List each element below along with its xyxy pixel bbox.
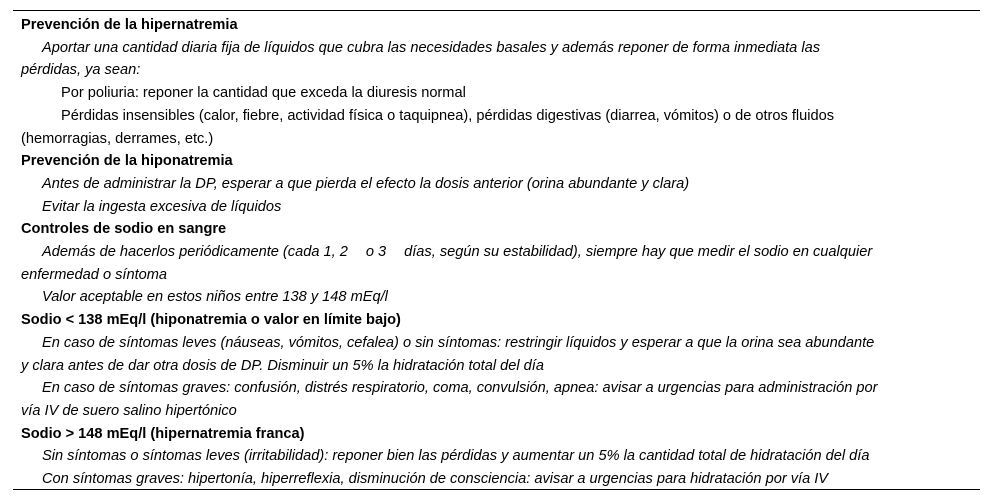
section-heading-hypernatremia-prevention: Prevención de la hipernatremia — [21, 17, 238, 33]
item-periodic-checks-c: días, según su estabilidad), siempre hay que medir el sodio en cualquier — [404, 244, 873, 261]
table-body — [21, 14, 971, 491]
item-severe-symptoms-low-cont: vía IV de suero salino hipertónico — [21, 402, 237, 419]
section-heading-low-sodium: Sodio < 138 mEq/l (hiponatremia o valor en límite bajo) — [21, 312, 401, 329]
section-heading-hyponatremia-prevention: Prevención de la hiponatremia — [21, 153, 233, 170]
item-avoid-excess: Evitar la ingesta excesiva de líquidos — [42, 198, 282, 215]
item-fluid-intake: Aportar una cantidad diaria fija de líquidos que cubra las necesidades basales y además reponer de forma inmediata las — [42, 39, 820, 56]
item-mild-symptoms-low-cont: y clara antes de dar otra dosis de DP. Disminuir un 5% la hidratación total del día — [21, 357, 544, 374]
item-fluid-intake-cont: pérdidas, ya sean: — [21, 62, 141, 79]
item-insensible-losses-cont: (hemorragias, derrames, etc.) — [21, 130, 214, 147]
item-mild-symptoms-low: En caso de síntomas leves (náuseas, vómitos, cefalea) o sin síntomas: restringir líquidos y esperar a que la orina sea abundante — [42, 334, 875, 351]
item-polyuria: Por poliuria: reponer la cantidad que exceda la diuresis normal — [61, 85, 466, 102]
item-severe-symptoms-low: En caso de síntomas graves: confusión, distrés respiratorio, coma, convulsión, apnea: avisar a urgencias para administración por — [42, 380, 878, 397]
item-severe-symptoms-high: Con síntomas graves: hipertonía, hiperreflexia, disminución de consciencia: avisar a urgencias para hidratación por vía IV — [42, 471, 829, 488]
item-periodic-checks — [21, 241, 971, 264]
recommendations-table — [13, 10, 980, 490]
item-insensible-losses: Pérdidas insensibles (calor, fiebre, actividad física o taquipnea), pérdidas digestivas (diarrea, vómitos) o de otros fluidos — [61, 107, 835, 124]
item-periodic-checks-a: Además de hacerlos periódicamente (cada 1, 2 — [42, 244, 348, 261]
item-before-dp: Antes de administrar la DP, esperar a que pierda el efecto la dosis anterior (orina abundante y clara) — [42, 175, 690, 192]
item-periodic-checks-b: o 3 — [365, 244, 387, 261]
item-acceptable-value: Valor aceptable en estos niños entre 138 y 148 mEq/l — [42, 289, 388, 306]
section-heading-sodium-controls: Controles de sodio en sangre — [21, 221, 227, 238]
section-heading-high-sodium: Sodio > 148 mEq/l (hipernatremia franca) — [21, 425, 305, 442]
item-periodic-checks-cont: enfermedad o síntoma — [21, 266, 168, 283]
item-mild-symptoms-high: Sin síntomas o síntomas leves (irritabilidad): reponer bien las pérdidas y aumentar un 5% la cantidad total de hidratación del día — [42, 448, 870, 465]
